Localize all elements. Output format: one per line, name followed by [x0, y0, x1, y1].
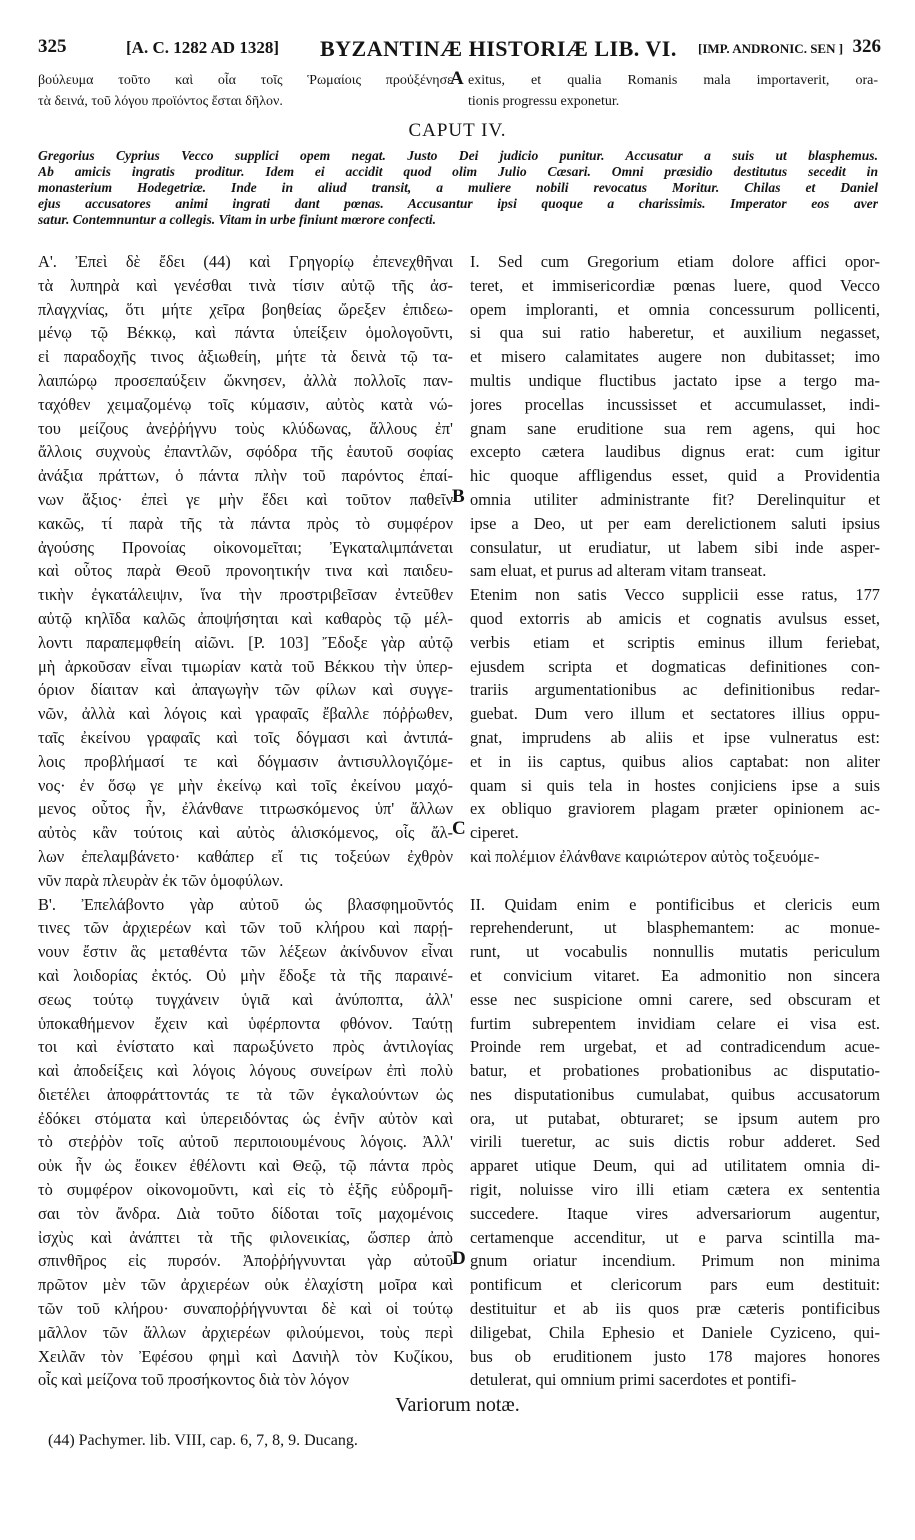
text-line: ἐδόκει στόματα καὶ ὑπερειδόντας ὡς ἐνῆν αὐτὸν καὶ: [38, 1108, 453, 1128]
text-line: runt, ut vocabulis nonnullis mutatis periculum: [470, 942, 880, 962]
text-line: λαιπώρῳ προσεπαύξειν ὤκνησεν, ἀλλὰ πολλοῖς παν-: [38, 370, 453, 390]
text-line: ταῖς ἐκείνου γραφαῖς καὶ τοῖς δόγμασι καὶ ἀντιπά-: [38, 727, 453, 747]
summary-line: Ab amicis ingratis proditur. Idem ei accidit quod olim Julio Cæsari. Omni præsidio destitutus secedit in: [38, 164, 878, 179]
text-line: ciperet.: [470, 823, 519, 843]
text-line: οἷς καὶ μείζονα τοῦ προσήκοντος διὰ τὸν λόγον: [38, 1370, 349, 1390]
page-number-left: 325: [38, 36, 67, 57]
text-line: λων ἐπελαμβάνετο· καθάπερ εἴ τις τοξεύων ἐχθρὸν: [38, 846, 453, 866]
text-line: opem imploranti, et omnia concessurum pollicenti,: [470, 299, 880, 319]
footnote-heading: Variorum notæ.: [395, 1394, 520, 1416]
text-line: verbis etiam et scriptis eminus illum feriebat,: [470, 632, 880, 652]
text-line: του μείζους ἀνεῤῥήγνυ τοὺς κλύδωνας, ἄλλους ἐπ': [38, 418, 453, 438]
text-line: σαι τὸν ἄνδρα. Διὰ τοῦτο δίδοται τοῖς μαχομένοις: [38, 1203, 453, 1223]
text-line: gnam sane eruditione sua rem agens, qui hoc: [470, 418, 880, 438]
text-line: ὑποκαθήμενον ἔχειν καὶ ὑφέρποντα φθόνον. Ταύτῃ: [38, 1013, 453, 1033]
text-line: teret, et immisericordiæ pœnas luere, quod Vecco: [470, 275, 880, 295]
chapter-heading: CAPUT IV.: [408, 120, 507, 141]
text-line: τικὴν ἐγκατάλειψιν, ἵνα τὴν προστριβεῖσαν ἐντεῦθεν: [38, 585, 453, 605]
text-line: ex obliquo graviorem plagam præter opinionem ac-: [470, 799, 880, 819]
text-line: μὴ ἀρκοῦσαν εἶναι τιμωρίαν κατὰ τοῦ Βέκκου τὴν ὑπερ-: [38, 656, 453, 676]
text-line: guebat. Dum vero illum et sectatores illius oppu-: [470, 704, 880, 724]
text-line: νῦν παρὰ πλευρὰν ἐκ τῶν ὁμοφύλων.: [38, 870, 284, 890]
text-line: sam eluat, et purus ad alteram vitam transeat.: [470, 561, 767, 581]
text-line: τοι καὶ ἐνίστατο καὶ παρωξύνετο πρὸς ἀντιλογίας: [38, 1037, 453, 1057]
text-line: νων ἄξιος· ἐπεὶ γε μὴν ἔδει καὶ τοῦτον παθεῖν: [38, 489, 453, 509]
text-line: Β'. Ἐπελάβοντο γὰρ αὐτοῦ ὡς βλασφημοῦντός: [38, 894, 453, 914]
chapter-summary: [38, 148, 878, 228]
emperor-label: [IMP. ANDRONIC. SEN ]: [698, 41, 844, 56]
text-line: μενος οὗτος ἦν, ἐλάνθανε τιτρωσκόμενος ὑπ' ἄλλων: [38, 799, 453, 819]
text-line: II. Quidam enim e pontificibus et clericis eum: [470, 894, 880, 914]
text-line: ipse a Deo, ut per eam derelictionem saluti ipsius: [470, 513, 880, 533]
text-line: Α'. Ἐπεὶ δὲ ἔδει (44) καὶ Γρηγορίῳ ἐπενεχθῆναι: [38, 252, 453, 271]
text-line: et misero calamitates augere non dubitasset; imo: [470, 347, 880, 367]
text-line: μᾶλλον τῶν ἄλλων ἀρχιερέων φιλούμενοι, τοὺς περὶ: [38, 1322, 453, 1342]
text-line: certamenque accenditur, ut e parva scintilla ma-: [470, 1227, 880, 1247]
text-line: πρῶτον μὲν τῶν ἀρχιερέων οὐκ ἐλαχίστη μοῖρα καὶ: [38, 1275, 453, 1295]
text-line: quod extorris ab amicis et cognatis avulsus esset,: [470, 608, 880, 628]
text-line: ἰσχὺς καὶ ἀνάπτει τὰ τῆς φιλονεικίας, ὥσπερ ἀπὸ: [38, 1227, 453, 1247]
text-line: reprehenderunt, ut blasphemantem: ac monue-: [470, 918, 880, 938]
text-line: gnat, imprudens ab aliis et ipse vulneratus est:: [470, 727, 880, 747]
text-line: αὐτὸς κἂν τούτοις καὶ αὐτὸς ἁλισκόμενος, οἷς ἄλ-: [38, 823, 453, 843]
text-line: apparet utique Deum, qui ad utilitatem omnia di-: [470, 1156, 880, 1176]
text-line: tionis progressu exponetur.: [468, 94, 620, 109]
summary-line: Gregorius Cyprius Vecco supplici opem negat. Justo Dei judicio punitur. Accusatur a suis ut blasphemus.: [38, 148, 878, 163]
page-number-right: 326: [852, 36, 881, 57]
text-line: et convicium vitaret. Ea admonitio non sincera: [470, 965, 880, 985]
text-line: consulatur, ut erudiatur, ut labem sibi inde asper-: [470, 537, 880, 557]
text-line: ora, ut putabat, obturaret; se ipsum autem pro: [470, 1108, 880, 1128]
top-latin-column: [468, 70, 878, 112]
text-line: καὶ λοιδορίας ἐκτός. Οὐ μὴν ἔδοξε τὰ τῆς παραινέ-: [38, 965, 453, 985]
text-line: ejusdem scripta et dogmaticas definitiones con-: [470, 656, 880, 676]
text-line: κακῶς, τί παρὰ τῆς τὰ πάντα πρὸς τὸ συμφέρον: [38, 513, 453, 533]
summary-line: satur. Contemnuntur a collegis. Vitam in urbe finiunt mœrore confecti.: [38, 212, 437, 227]
text-line: jores procellas incussisset et accumulasset, indi-: [470, 394, 880, 414]
text-line: furtim subrepentem invidiam celare ei visa est.: [470, 1013, 880, 1033]
running-title: BYZANTINÆ HISTORIÆ LIB. VI.: [320, 36, 677, 61]
greek-text-column: [38, 250, 453, 1392]
text-line: bus ob eruditionem justo 178 majores honores: [470, 1346, 880, 1366]
text-line: ταχόθεν χειμαζομένῳ τοῖς κύμασιν, αὐτὸς κατὰ νώ-: [38, 394, 453, 414]
text-line: trariis argumentationibus ac definitionibus redar-: [470, 680, 880, 700]
text-line: σπινθῆρος εἰς πυρσόν. Ἀποῤῥήγνυνται γὰρ αὐτοῦ: [38, 1251, 453, 1271]
text-line: τὰ λυπηρὰ καὶ γενέσθαι τινὰ τίσιν αὐτῷ τῆς ἀσ-: [38, 275, 453, 295]
text-line: nes disputationibus cumulabat, quibus accusatorum: [470, 1084, 880, 1104]
text-line: σεως τούτῳ τυγχάνειν ὑγιᾶ καὶ ἀνύποπτα, ἀλλ': [38, 989, 453, 1009]
section-marker: A: [450, 68, 464, 89]
text-line: ἀγούσης Προνοίας οἰκονομεῖται; Ἐγκαταλιμπάνεται: [38, 537, 453, 557]
text-line: λοντι παραπεμφθείη αἰῶνι. [P. 103] Ἔδοξε γὰρ αὐτῷ: [38, 632, 453, 652]
section-marker: D: [452, 1248, 466, 1269]
text-line: multis undique fluctibus jactato ipse a tergo ma-: [470, 370, 880, 390]
footnote: (44) Pachymer. lib. VIII, cap. 6, 7, 8, 9. Ducang.: [48, 1432, 358, 1449]
text-line: I. Sed cum Gregorium etiam dolore affici opor-: [470, 252, 880, 271]
text-line: τινες τῶν ἀρχιερέων καὶ τῶν τοῦ κλήρου καὶ παρῄ-: [38, 918, 453, 938]
section-marker: B: [452, 486, 465, 507]
text-line: si qua sui ratio haberetur, et auxilium negasset,: [470, 323, 880, 343]
text-line: καὶ οὗτος παρὰ Θεοῦ προνοητικήν τινα καὶ παιδευ-: [38, 561, 453, 581]
text-line: νουν ἔστιν ἃς μεταθέντα τῶν λέξεων ἀκίνδυνον εἶναι: [38, 942, 453, 962]
text-line: οὐκ ἦν ὡς ἔοικεν ἐθέλοντι καὶ Θεῷ, τῷ πάντα πρὸς: [38, 1156, 453, 1176]
text-line: μένῳ τῷ Βέκκῳ, καὶ πάντα ὑπείξειν ὁμολογοῦντι,: [38, 323, 453, 343]
text-line: τὰ δεινά, τοῦ λόγου προϊόντος ἔσται δῆλον.: [38, 94, 283, 109]
text-line: et in iis captus, quibus alios captabat: non aliter: [470, 751, 880, 771]
text-line: hic quoque affligendus esset, quid a Providentia: [470, 466, 880, 486]
text-line: quam si quis tela in hostes conjiciens ipse a suis: [470, 775, 880, 795]
text-line: τὸ συμφέρον οἰκονομοῦντι, καὶ εἰς τὸ ἑξῆς εὐδρομῆ-: [38, 1180, 453, 1200]
text-line: Χειλᾶν τὸν Ἐφέσου φημὶ καὶ Δανιὴλ τὸν Κυζίκου,: [38, 1346, 453, 1366]
text-line: Proinde rem urgebat, et ad contradicendum acue-: [470, 1037, 880, 1057]
text-line: νος· ἐν ὅσῳ γε μὴν ἐκείνῳ καὶ τοῖς ἐκείνου μαχό-: [38, 775, 453, 795]
text-line: νῶν, ἀλλὰ καὶ λόγοις καὶ γραφαῖς ἔβαλλε πόῤῥωθεν,: [38, 704, 453, 724]
text-line: esse nec suspicione omni carere, sed obscuram et: [470, 989, 880, 1009]
text-line: Etenim non satis Vecco supplicii esse ratus, 177: [470, 585, 880, 605]
text-line: καὶ ἀποδείξεις καὶ λόγοις λόγους συνείρων ἐπὶ πολὺ: [38, 1061, 453, 1081]
text-line: omnia utiliter administrante fit? Derelinquitur et: [470, 489, 880, 509]
text-line: αὐτῷ κηλῖδα καλῶς ἀποψήσηται καὶ καθαρὸς τῷ μέλ-: [38, 608, 453, 628]
text-line: gnum oriatur incendium. Primum non minima: [470, 1251, 880, 1271]
year-range: [A. C. 1282 AD 1328]: [126, 38, 279, 57]
text-line: διετέλει ἀποφράττοντάς τε τὰ τῶν ἐγκαλούντων ὡς: [38, 1084, 453, 1104]
text-line: detulerat, qui omnium primi sacerdotes et pontifi-: [470, 1370, 797, 1390]
text-line: ἄλλοις συχνοὺς ἐπαντλῶν, σφόδρα τῆς ἑαυτοῦ σοφίας: [38, 442, 453, 462]
text-line: πλαγχνίας, ὅτι μήτε χεῖρα βοηθείας ὤρεξεν ἐπιδεω-: [38, 299, 453, 319]
text-line: καὶ πολέμιον ἐλάνθανε καιριώτερον αὐτὸς τοξευόμε-: [470, 846, 820, 866]
text-line: τὸ στεῤῥὸν τοῖς αὐτοῦ περιποιουμένους λόγοις. Ἀλλ': [38, 1132, 453, 1152]
section-marker: C: [452, 818, 466, 839]
text-line: ἀνάξια πράττων, ὁ πάντα πλὴν τοῦ παρόντος ἐπαί-: [38, 466, 453, 486]
text-line: succedere. Itaque vires adversariorum augentur,: [470, 1203, 880, 1223]
top-greek-column: [38, 70, 453, 112]
text-line: βούλευμα τοῦτο καὶ οἷα τοῖς Ῥωμαίοις προὐξένησε: [38, 73, 453, 88]
text-line: virili tueretur, ac suis dictis robur adderet. Sed: [470, 1132, 880, 1152]
text-line: [470, 869, 880, 893]
text-line: destituitur et ab iis quos præ cæteris pontificibus: [470, 1299, 880, 1319]
text-line: pontificum et clericorum pars eum destituit:: [470, 1275, 880, 1295]
text-line: τῶν τοῦ κλήρου· συναποῤῥήγνυνται δὲ καὶ οἱ τούτῳ: [38, 1299, 453, 1319]
summary-line: ejus accusatores animi ingrati dant pœnas. Accusantur ipsi quoque a charissimis. Imperator eos aver: [38, 196, 878, 211]
running-header: [38, 36, 885, 66]
summary-line: monasterium Hodegetriæ. Inde in aliud transit, a muliere nobili revocatus Moritur. Chilas et Daniel: [38, 180, 878, 195]
text-line: batur, et probationes probationibus ac disputatio-: [470, 1061, 880, 1081]
text-line: εἰ παραδοχῆς τινος ἀξιωθείη, μήτε τὰ δεινὰ τῷ τα-: [38, 347, 453, 367]
text-line: λοις προβλήμασί τε καὶ δόγμασιν ἀντισυλλογιζόμε-: [38, 751, 453, 771]
latin-text-column: [470, 250, 880, 1392]
text-line: exitus, et qualia Romanis mala importaverit, ora-: [468, 73, 878, 88]
text-line: rigit, noluisse viro illi etiam cætera ex sententia: [470, 1180, 880, 1200]
text-line: excepto cætera laudibus dignus erat: cum igitur: [470, 442, 880, 462]
text-line: diligebat, Chila Ephesio et Daniele Cyziceno, qui-: [470, 1322, 880, 1342]
text-line: όριον δίαιταν καὶ ἀπαγωγὴν τῶν φίλων καὶ συγγε-: [38, 680, 453, 700]
